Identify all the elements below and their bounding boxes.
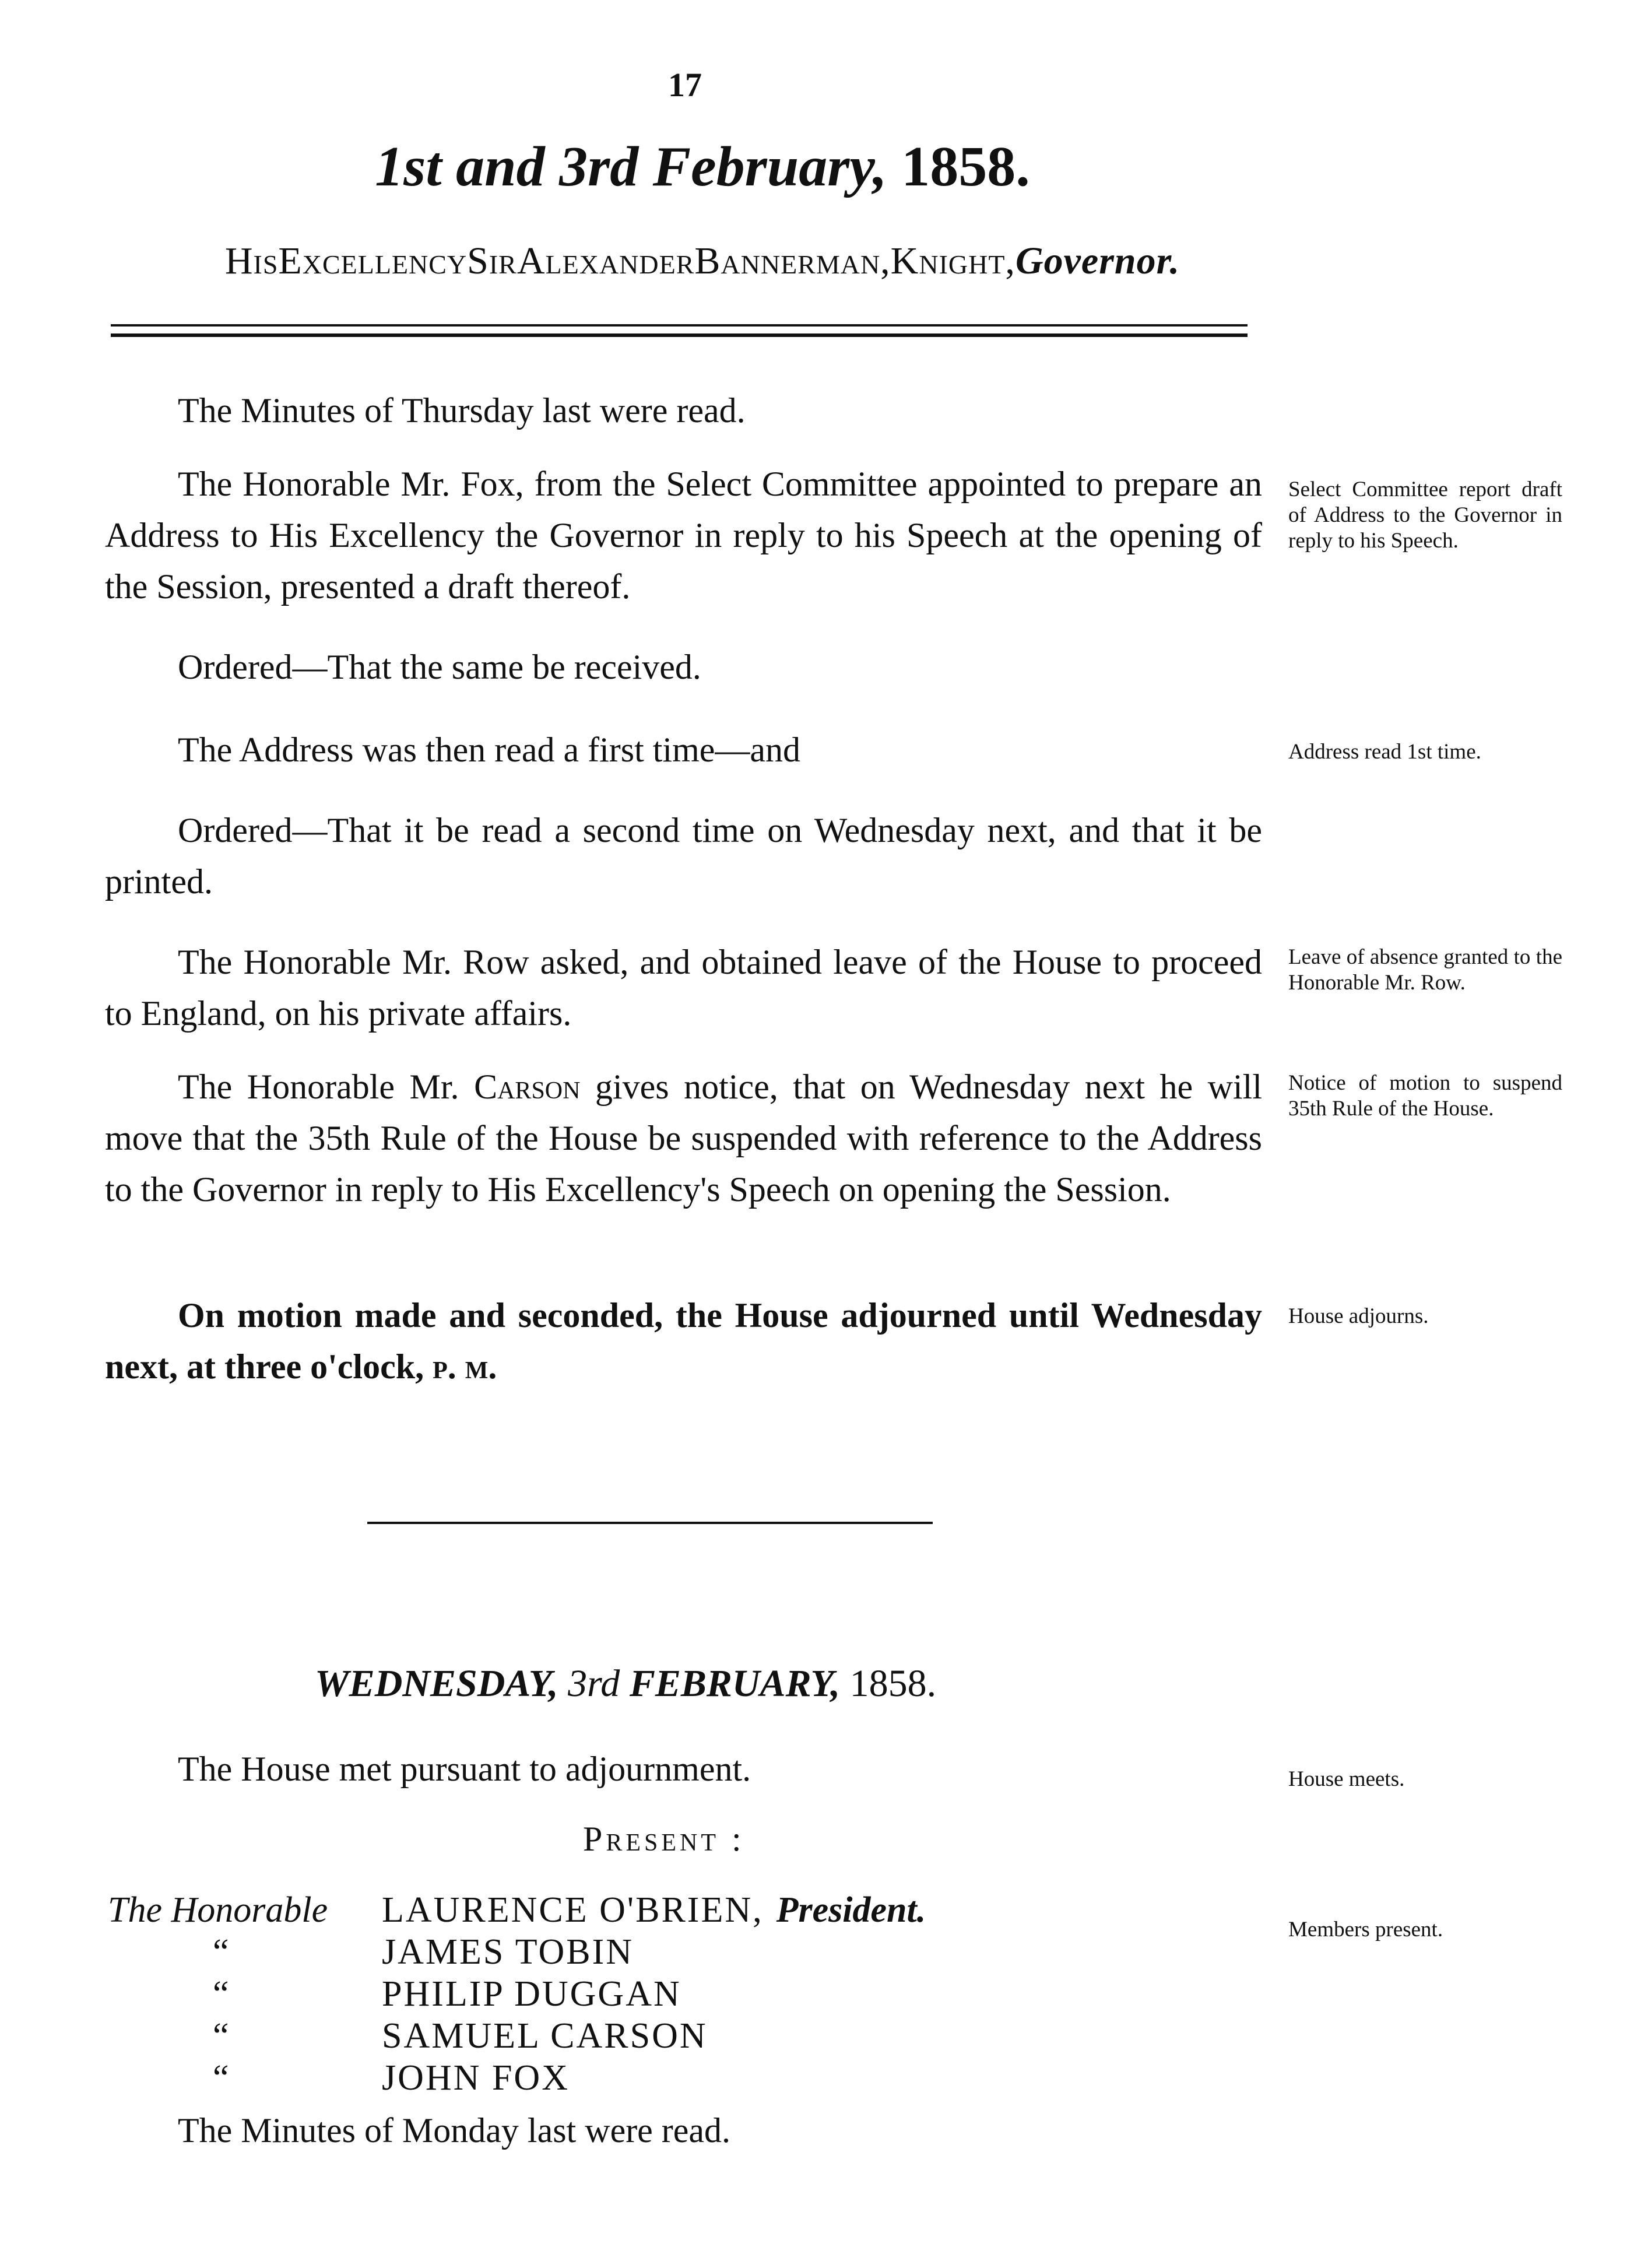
paragraph-house-adjourned-text	[105, 1290, 1262, 1392]
member-prefix: The Honorable	[108, 1890, 328, 1930]
page-number: 17	[668, 66, 702, 104]
members-list	[108, 1889, 926, 2099]
member-name: SAMUEL CARSON	[382, 2016, 708, 2056]
carson-notice-after: gives notice, that on Wednesday next he will move that the 35th Rule of the House be suspended with reference to the Address to the Governor in reply to His Excellency's Speech on opening the Session.	[105, 1068, 1263, 1209]
paragraph-leave-row-text: The Honorable Mr. Row asked, and obtained leave of the House to proceed to England, on his private affairs.	[105, 943, 1262, 1033]
margin-note-select-committee: Select Committee report draft of Address to the Governor in reply to his Speech.	[1288, 478, 1562, 553]
member-row	[108, 1973, 926, 2015]
governor-line	[102, 239, 1303, 283]
governor-name: HisExcellencySirAlexanderBannerman,Knight,	[224, 240, 1015, 282]
paragraph-carson-notice	[105, 1061, 1262, 1215]
date-heading	[105, 134, 1300, 199]
member-row	[108, 2057, 926, 2099]
paragraph-address-read: The Address was then read a first time—and	[178, 731, 801, 769]
member-ditto-mark: “	[213, 2016, 229, 2056]
margin-note-leave-absence: Leave of absence granted to the Honorable Mr. Row.	[1288, 945, 1562, 995]
carson-notice-before: The Honorable Mr.	[178, 1068, 459, 1106]
paragraph-minutes-monday: The Minutes of Monday last were read.	[178, 2111, 731, 2150]
wednesday-heading-year: 1858.	[849, 1662, 937, 1705]
member-name: LAURENCE O'BRIEN,	[382, 1890, 764, 1930]
margin-note-house-meets: House meets.	[1288, 1767, 1405, 1791]
section-divider	[367, 1522, 933, 1524]
paragraph-select-committee	[105, 458, 1262, 612]
member-ditto-mark: “	[213, 2058, 229, 2098]
member-name: PHILIP DUGGAN	[382, 1974, 681, 2014]
margin-note-house-adjourns: House adjourns.	[1288, 1304, 1429, 1328]
paragraph-house-adjourned	[105, 1290, 1262, 1392]
paragraph-leave-row	[105, 936, 1262, 1039]
margin-note-address-read: Address read 1st time.	[1288, 740, 1481, 764]
wednesday-heading-month: FEBRUARY,	[629, 1662, 841, 1705]
governor-title: Governor.	[1015, 240, 1180, 282]
paragraph-minutes-read: The Minutes of Thursday last were read.	[178, 391, 746, 430]
carson-name: Carson	[474, 1068, 581, 1106]
margin-note-members-present: Members present.	[1288, 1918, 1443, 1942]
member-ditto-mark: “	[213, 1932, 229, 1972]
wednesday-heading-day: WEDNESDAY,	[315, 1662, 558, 1705]
paragraph-ordered-second-time-text: Ordered—That it be read a second time on Wednesday next, and that it be printed.	[105, 811, 1262, 901]
member-row	[108, 1889, 926, 1931]
member-name: JOHN FOX	[382, 2058, 570, 2098]
paragraph-select-committee-text: The Honorable Mr. Fox, from the Select Committee appointed to prepare an Address to His Excellency the Governor in reply to his Speech at the opening of the Session, presented a draft thereof.	[105, 465, 1262, 606]
member-ditto-mark: “	[213, 1974, 229, 2014]
wednesday-heading-date: 3rd	[568, 1662, 620, 1705]
header-rule-thin	[111, 324, 1248, 326]
member-row	[108, 2015, 926, 2057]
paragraph-ordered-received: Ordered—That the same be received.	[178, 648, 701, 686]
paragraph-carson-notice-text	[105, 1061, 1262, 1215]
paragraph-ordered-second-time	[105, 805, 1262, 907]
paragraph-house-met: The House met pursuant to adjournment.	[178, 1750, 751, 1788]
adjourned-pm: p. m.	[433, 1347, 497, 1386]
member-name: JAMES TOBIN	[382, 1932, 634, 1972]
wednesday-heading	[315, 1662, 1189, 1706]
date-heading-main: 1st and 3rd February,	[375, 135, 887, 198]
adjourned-text: On motion made and seconded, the House adjourned until Wednesday next, at three o'clock,	[105, 1296, 1262, 1386]
present-heading: Present :	[583, 1820, 745, 1858]
member-row	[108, 1931, 926, 1973]
header-rule-thick	[111, 333, 1248, 337]
margin-note-notice-motion: Notice of motion to suspend 35th Rule of the House.	[1288, 1071, 1562, 1121]
member-role: President.	[776, 1890, 926, 1930]
date-heading-year: 1858.	[901, 135, 1030, 198]
